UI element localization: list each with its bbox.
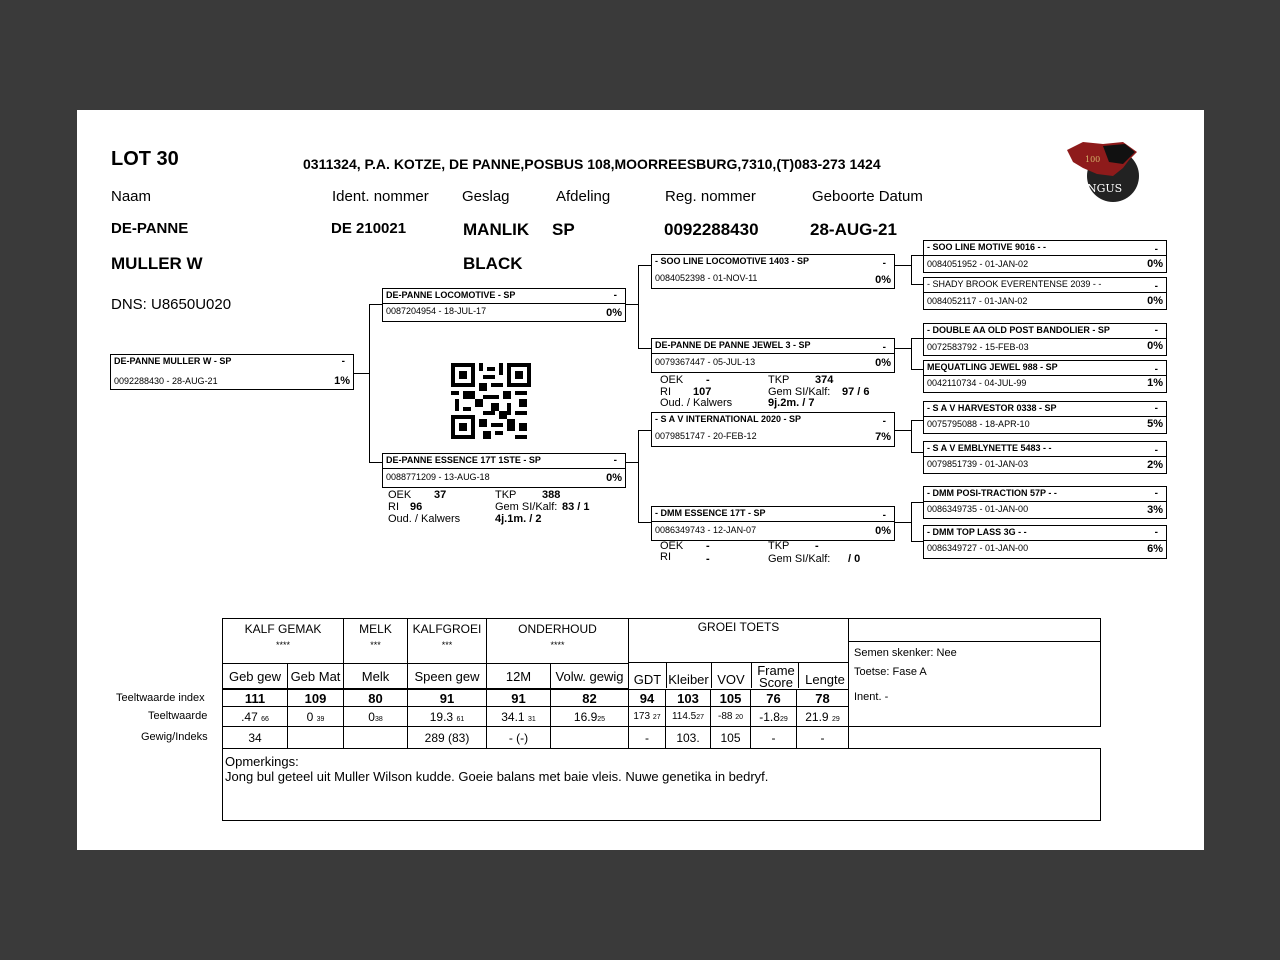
animal-ident: DE 210021	[331, 220, 407, 237]
index-row: 111 109 80 91 91 82 94 103 105 76 78	[223, 690, 1101, 707]
label-geboorte: Geboorte Datum	[812, 188, 923, 205]
col-melk: Melk	[344, 664, 408, 689]
pedigree-ssd-box: - SHADY BROOK EVERENTENSE 2039 - - - 0084052117 - 01-JAN-02 0%	[923, 277, 1167, 310]
dam-tkp-label: TKP	[495, 489, 517, 501]
pedigree-sd-box: DE-PANNE DE PANNE JEWEL 3 - SP - 0079367447 - 05-JUL-13 0%	[651, 338, 895, 373]
col-gdt: GDT	[633, 672, 662, 687]
qr-code	[451, 363, 531, 439]
pedigree-sire-box: DE-PANNE LOCOMOTIVE - SP - 0087204954 - 18-JUL-17 0%	[382, 288, 626, 322]
dd-gem-label: Gem SI/Kalf:	[768, 553, 831, 565]
dam-oek-label: OEK	[388, 489, 412, 501]
gewig-indeks-row: 34 289 (83) - (-) - 103. 105 - -	[223, 727, 1101, 749]
label-naam: Naam	[111, 188, 152, 205]
dd-ri-label: RI	[660, 551, 671, 563]
pedigree-dd-box: - DMM ESSENCE 17T - SP - 0086349743 - 12-JAN-07 0%	[651, 506, 895, 541]
remarks-text: Jong bul geteel uit Muller Wilson kudde. Goeie balans met baie vleis. Nuwe genetika in bedryf.	[225, 769, 769, 784]
dam-tkp: 388	[542, 489, 561, 501]
col-vov: VOV	[717, 672, 745, 687]
animal-reg: 0092288430	[664, 220, 759, 239]
inent: Inent. -	[854, 691, 889, 703]
group-onderhoud: ONDERHOUD ****	[487, 619, 629, 664]
animal-afdeling: SP	[552, 220, 575, 239]
dns-code: DNS: U8650U020	[111, 296, 232, 313]
sd-tkp: 374	[815, 374, 834, 386]
group-kalfgemak: KALF GEMAK ****	[223, 619, 344, 664]
col-frame-score: Frame Score	[757, 663, 795, 690]
sale-catalogue-sheet	[77, 110, 1204, 850]
group-melk: MELK ***	[344, 619, 408, 664]
svg-text:100: 100	[1085, 155, 1101, 164]
lot-number: LOT 30	[111, 148, 179, 170]
sd-oek: -	[706, 374, 710, 386]
label-ident: Ident. nommer	[332, 188, 429, 205]
pedigree-sss-box: - SOO LINE MOTIVE 9016 - - - 0084051952 - 01-JAN-02 0%	[923, 240, 1167, 273]
col-lengte: Lengte	[805, 672, 845, 687]
dam-oud-label: Oud. / Kalwers	[388, 513, 461, 525]
pedigree-ss-box: - SOO LINE LOCOMOTIVE 1403 - SP - 0084052398 - 01-NOV-11 0%	[651, 254, 895, 289]
pedigree-ddd-box: - DMM TOP LASS 3G - - - 0086349727 - 01-JAN-00 6%	[923, 525, 1167, 559]
dd-tkp-label: TKP	[768, 540, 790, 552]
dd-gem: / 0	[848, 553, 861, 565]
sd-tkp-label: TKP	[768, 374, 790, 386]
semen-donor: Semen skenker: Nee	[854, 647, 957, 659]
pedigree-dss-box: - S A V HARVESTOR 0338 - SP - 0075795088 - 18-APR-10 5%	[923, 401, 1167, 434]
label-geslag: Geslag	[462, 188, 510, 205]
dam-gem: 83 / 1	[562, 501, 590, 513]
sd-ri-label: RI	[660, 386, 671, 398]
side-info	[849, 619, 1101, 727]
performance-table	[222, 618, 1101, 821]
remarks-cell	[223, 749, 1101, 821]
col-volw-gewig: Volw. gewig	[551, 664, 629, 689]
col-12m: 12M	[487, 664, 551, 689]
pedigree-dsd-box: - S A V EMBLYNETTE 5483 - - - 0079851739 - 01-JAN-03 2%	[923, 441, 1167, 474]
col-geb-mat: Geb Mat	[288, 664, 344, 689]
sd-gem: 97 / 6	[842, 386, 870, 398]
pedigree-dds-box: - DMM POSI-TRACTION 57P - - - 0086349735 - 01-JAN-00 3%	[923, 486, 1167, 519]
row-label-gewig: Gewig/Indeks	[141, 731, 208, 743]
pedigree-sdd-box: MEQUATLING JEWEL 988 - SP - 0042110734 - 04-JUL-99 1%	[923, 360, 1167, 393]
pedigree-ds-box: - S A V INTERNATIONAL 2020 - SP - 0079851747 - 20-FEB-12 7%	[651, 412, 895, 447]
dam-ri-label: RI	[388, 501, 399, 513]
dam-ri: 96	[410, 501, 423, 513]
dd-oek: -	[706, 540, 710, 552]
remarks-label: Opmerkings:	[225, 754, 299, 769]
col-geb-gew: Geb gew	[223, 664, 288, 689]
row-label-teeltwaarde: Teeltwaarde	[148, 710, 208, 722]
row-label-index: Teeltwaarde index	[116, 692, 205, 704]
pedigree-self-box: DE-PANNE MULLER W - SP - 0092288430 - 28-AUG-21 1%	[110, 354, 354, 390]
sd-ri: 107	[693, 386, 712, 398]
col-kleiber: Kleiber	[668, 672, 709, 687]
pedigree-dam-box: DE-PANNE ESSENCE 17T 1STE - SP - 0088771209 - 13-AUG-18 0%	[382, 453, 626, 488]
sd-oud-label: Oud. / Kalwers	[660, 397, 733, 409]
logo-text: ANGUS	[1079, 182, 1123, 195]
label-reg: Reg. nommer	[665, 188, 756, 205]
animal-dob: 28-AUG-21	[810, 220, 897, 239]
toetse: Toetse: Fase A	[854, 666, 927, 678]
group-kalfgroei: KALFGROEI ***	[408, 619, 487, 664]
sd-gem-label: Gem SI/Kalf:	[768, 386, 831, 398]
dd-tkp: -	[815, 540, 819, 552]
breeder-info: 0311324, P.A. KOTZE, DE PANNE,POSBUS 108,MOORREESBURG,7310,(T)083-273 1424	[303, 156, 881, 172]
sd-oud: 9j.2m. / 7	[768, 397, 815, 409]
dam-oud: 4j.1m. / 2	[495, 513, 542, 525]
angus-logo	[1063, 138, 1143, 210]
sd-oek-label: OEK	[660, 374, 684, 386]
dd-ri: -	[706, 553, 710, 565]
dam-oek: 37	[434, 489, 447, 501]
animal-name-line2: MULLER W	[111, 254, 203, 273]
pedigree-sds-box: - DOUBLE AA OLD POST BANDOLIER - SP - 0072583792 - 15-FEB-03 0%	[923, 323, 1167, 356]
dam-gem-label: Gem SI/Kalf:	[495, 501, 558, 513]
col-speen-gew: Speen gew	[408, 664, 487, 689]
animal-name-line1: DE-PANNE	[111, 220, 189, 237]
label-afdeling: Afdeling	[556, 188, 611, 205]
dd-oek-label: OEK	[660, 540, 684, 552]
animal-colour: BLACK	[463, 254, 523, 273]
group-groeitoets: GROEI TOETS	[629, 619, 849, 689]
animal-sex: MANLIK	[463, 220, 530, 239]
teeltwaarde-row: .47 66 0 39 038 19.3 61 34.1 31 16.925 173 27 114.527 -88 20 -1.829 21.9 29	[223, 707, 1101, 727]
